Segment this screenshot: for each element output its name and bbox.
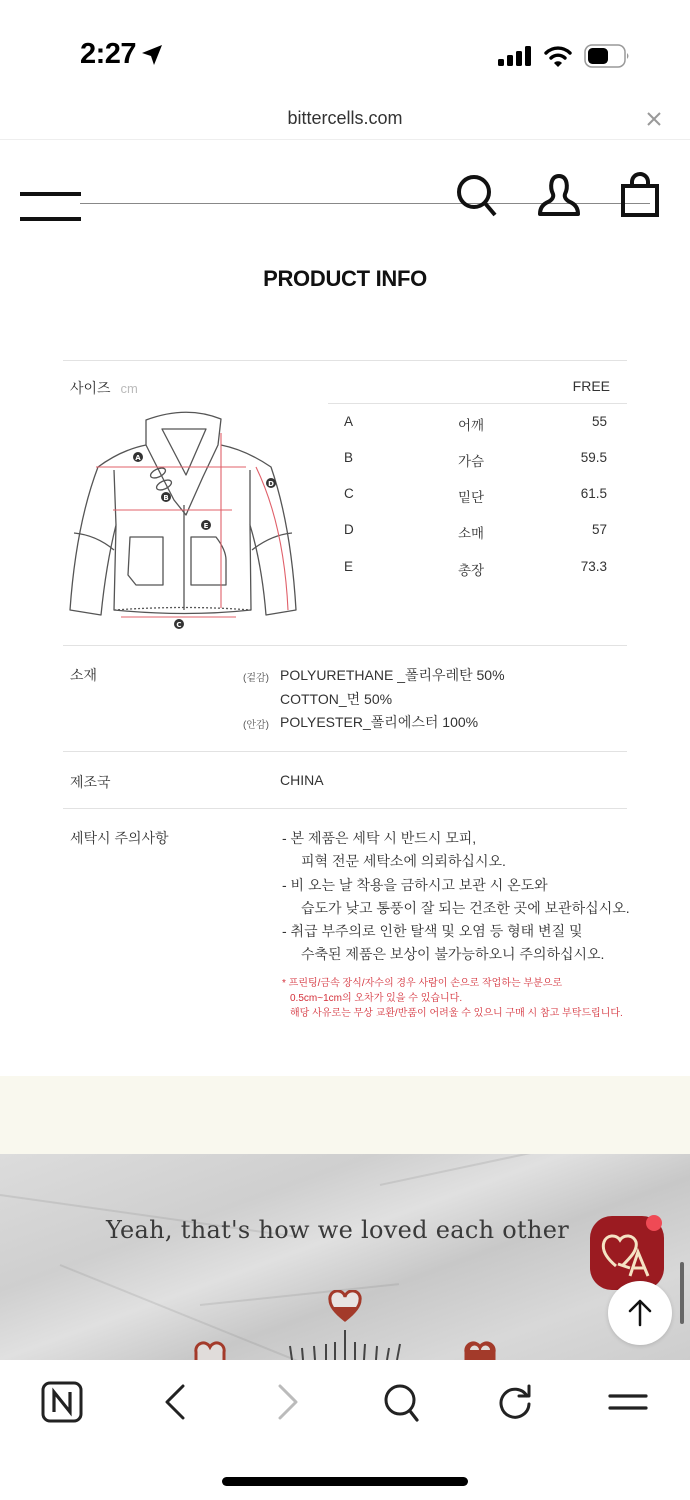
table-row: A 어깨 55	[344, 414, 607, 433]
banner-tagline: Yeah, that's how we loved each other	[106, 1216, 569, 1244]
status-icons	[498, 44, 630, 68]
lining-tag: (안감)	[243, 720, 269, 731]
wifi-icon	[544, 46, 572, 67]
close-button[interactable]	[646, 106, 662, 132]
warning-note: 해당 사유로는 무상 교환/반품이 어려울 수 있으니 구매 시 참고 부탁드립니다.	[290, 1008, 623, 1019]
care-item-cont: 습도가 낮고 통풍이 잘 되는 건조한 곳에 보관하십시오.	[301, 900, 630, 916]
size-label: 사이즈 cm	[70, 380, 138, 396]
heart-icon	[328, 1290, 362, 1322]
url-domain[interactable]: bittercells.com	[287, 108, 403, 128]
origin-value: CHINA	[280, 772, 324, 788]
care-item-cont: 피혁 전문 세탁소에 의뢰하십시오.	[301, 853, 506, 869]
status-time	[80, 38, 164, 71]
page-title: PRODUCT INFO	[263, 266, 427, 291]
heart-icon	[193, 1340, 227, 1362]
site-header	[0, 160, 690, 220]
marker-d: D	[268, 480, 274, 488]
reload-icon[interactable]	[493, 1380, 537, 1424]
warning-note: 0.5cm~1cm의 오차가 있을 수 있습니다.	[290, 993, 463, 1004]
divider	[63, 751, 627, 752]
divider	[63, 808, 627, 809]
size-column-header: FREE	[572, 378, 610, 394]
scroll-to-top-button[interactable]	[608, 1281, 672, 1345]
size-table-divider	[328, 403, 627, 404]
marker-e: E	[203, 522, 209, 530]
divider	[63, 645, 627, 646]
marker-a: A	[135, 454, 141, 462]
care-item: - 취급 부주의로 인한 탈색 및 오염 등 형태 변질 및	[282, 923, 583, 939]
hamburger-menu-icon[interactable]	[20, 176, 81, 208]
material-line: COTTON_면 50%	[280, 691, 393, 707]
back-icon[interactable]	[153, 1380, 197, 1424]
gauge-icon	[282, 1328, 408, 1360]
search-icon[interactable]	[454, 172, 500, 218]
arrow-up-icon	[608, 1281, 672, 1345]
care-item: - 비 오는 날 착용을 금하시고 보관 시 온도와	[282, 877, 548, 893]
time-label: 2:27	[80, 38, 137, 70]
user-icon[interactable]	[535, 172, 583, 218]
heart-icon	[463, 1340, 497, 1362]
status-bar	[0, 0, 690, 100]
care-label: 세탁시 주의사항	[70, 830, 169, 846]
search-icon[interactable]	[380, 1380, 424, 1424]
naver-n-icon[interactable]	[40, 1380, 84, 1424]
url-bar	[0, 100, 690, 140]
divider	[63, 360, 627, 361]
table-row: B 가슴 59.5	[344, 450, 607, 469]
table-row: C 밑단 61.5	[344, 486, 607, 505]
table-row: E 총장 73.3	[344, 559, 607, 578]
battery-icon	[584, 44, 630, 68]
shopping-bag-icon[interactable]	[619, 172, 661, 218]
material-line: POLYURETHANE _폴리우레탄 50%	[280, 667, 505, 683]
table-row: D 소매 57	[344, 522, 607, 541]
marker-b: B	[163, 494, 169, 502]
forward-icon[interactable]	[266, 1380, 310, 1424]
material-line: POLYESTER_폴리에스터 100%	[280, 714, 479, 730]
scrollbar[interactable]	[680, 1262, 684, 1324]
material-label: 소재	[70, 667, 98, 683]
notification-dot	[646, 1215, 662, 1231]
size-unit: cm	[120, 381, 138, 396]
jacket-size-diagram	[66, 405, 306, 630]
outer-fabric-tag: (겉감)	[243, 673, 269, 684]
care-item-cont: 수축된 제품은 보상이 불가능하오니 주의하십시오.	[301, 946, 605, 962]
section-spacer	[0, 1076, 690, 1154]
warning-note: * 프린팅/금속 장식/자수의 경우 사람이 손으로 작업하는 부분으로	[282, 978, 563, 989]
cellular-signal-icon	[498, 46, 532, 66]
care-item: - 본 제품은 세탁 시 반드시 모피,	[282, 830, 477, 846]
home-indicator[interactable]	[222, 1477, 468, 1486]
origin-label: 제조국	[70, 774, 111, 790]
menu-icon[interactable]	[606, 1380, 650, 1424]
location-arrow-icon	[140, 43, 164, 67]
close-icon	[646, 111, 662, 127]
marker-c: C	[176, 621, 182, 629]
